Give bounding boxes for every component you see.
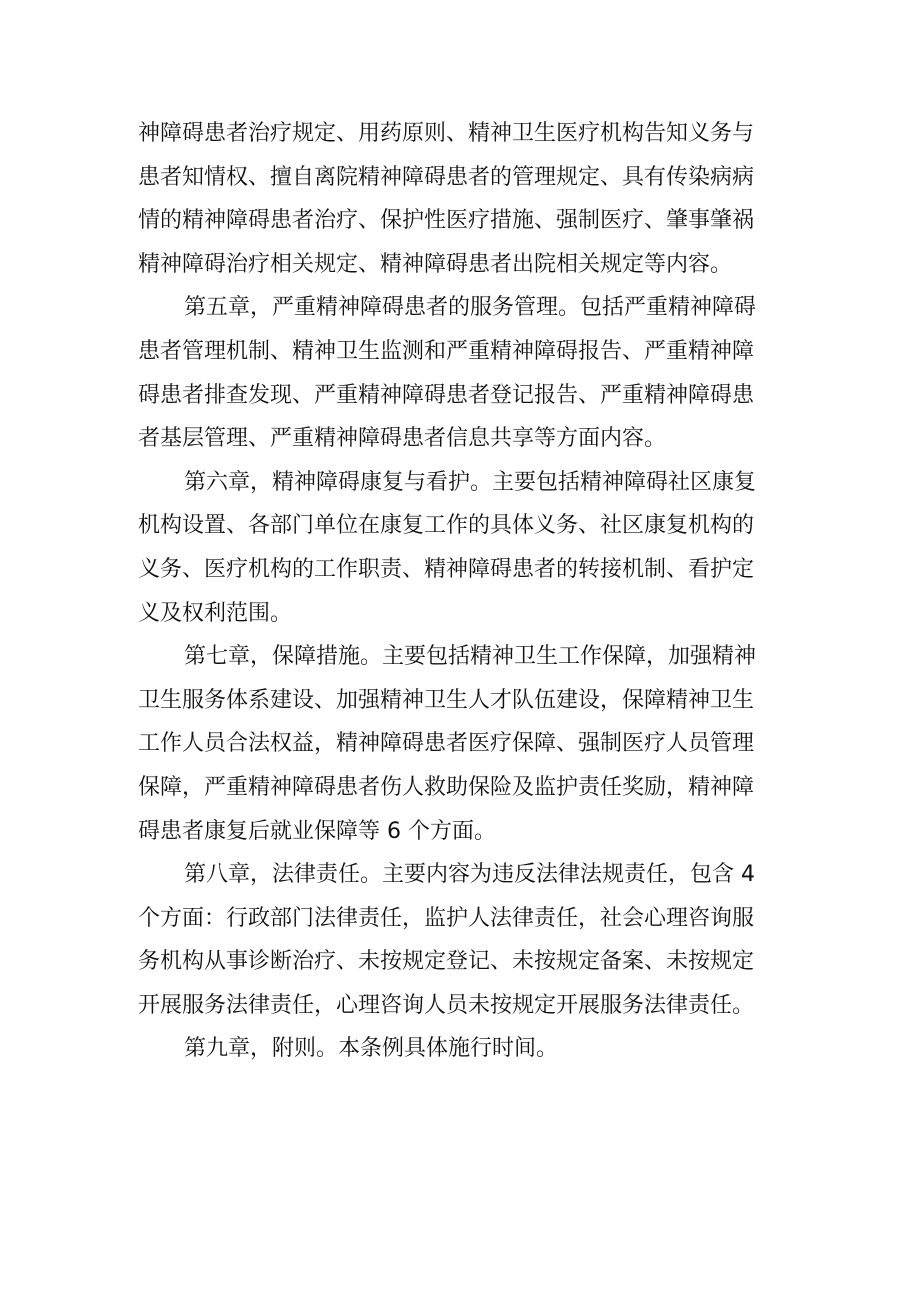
chapter-8-first-line: 第八章，法律责任。主要内容为违反法律法规责任，包含 4 bbox=[184, 862, 755, 888]
text-line: 碍患者排查发现、严重精神障碍患者登记报告、严重精神障碍患 bbox=[138, 382, 755, 408]
text-line: 患者知情权、擅自离院精神障碍患者的管理规定、具有传染病病 bbox=[138, 164, 755, 190]
text-line: 患者管理机制、精神卫生监测和严重精神障碍报告、严重精神障 bbox=[138, 338, 755, 364]
text-line: 情的精神障碍患者治疗、保护性医疗措施、强制医疗、肇事肇祸 bbox=[138, 208, 755, 234]
text-line: 卫生服务体系建设、加强精神卫生人才队伍建设，保障精神卫生 bbox=[138, 687, 755, 713]
text-line: 者基层管理、严重精神障碍患者信息共享等方面内容。 bbox=[138, 426, 667, 452]
body-text bbox=[138, 112, 798, 1071]
text-line: 神障碍患者治疗规定、用药原则、精神卫生医疗机构告知义务与 bbox=[138, 121, 755, 146]
text-line: 义务、医疗机构的工作职责、精神障碍患者的转接机制、看护定 bbox=[138, 556, 755, 582]
chapter-7-first-line: 第七章，保障措施。主要包括精神卫生工作保障，加强精神 bbox=[184, 644, 757, 670]
text-line: 开展服务法律责任，心理咨询人员未按规定开展服务法律责任。 bbox=[138, 992, 755, 1018]
text-line: 工作人员合法权益，精神障碍患者医疗保障、强制医疗人员管理 bbox=[138, 731, 755, 757]
text-line: 机构设置、各部门单位在康复工作的具体义务、社区康复机构的 bbox=[138, 513, 755, 539]
chapter-9-first-line: 第九章，附则。本条例具体施行时间。 bbox=[184, 1036, 559, 1062]
text-line: 碍患者康复后就业保障等 6 个方面。 bbox=[138, 818, 496, 844]
text-line: 义及权利范围。 bbox=[138, 600, 293, 626]
chapter-5-first-line: 第五章，严重精神障碍患者的服务管理。包括严重精神障碍 bbox=[184, 295, 757, 321]
text-line: 个方面：行政部门法律责任，监护人法律责任，社会心理咨询服 bbox=[138, 905, 755, 931]
text-line: 务机构从事诊断治疗、未按规定登记、未按规定备案、未按规定 bbox=[138, 949, 755, 975]
chapter-6-first-line: 第六章，精神障碍康复与看护。主要包括精神障碍社区康复 bbox=[184, 469, 757, 495]
text-line: 保障，严重精神障碍患者伤人救助保险及监护责任奖励，精神障 bbox=[138, 774, 755, 800]
text-line: 精神障碍治疗相关规定、精神障碍患者出院相关规定等内容。 bbox=[138, 251, 733, 277]
